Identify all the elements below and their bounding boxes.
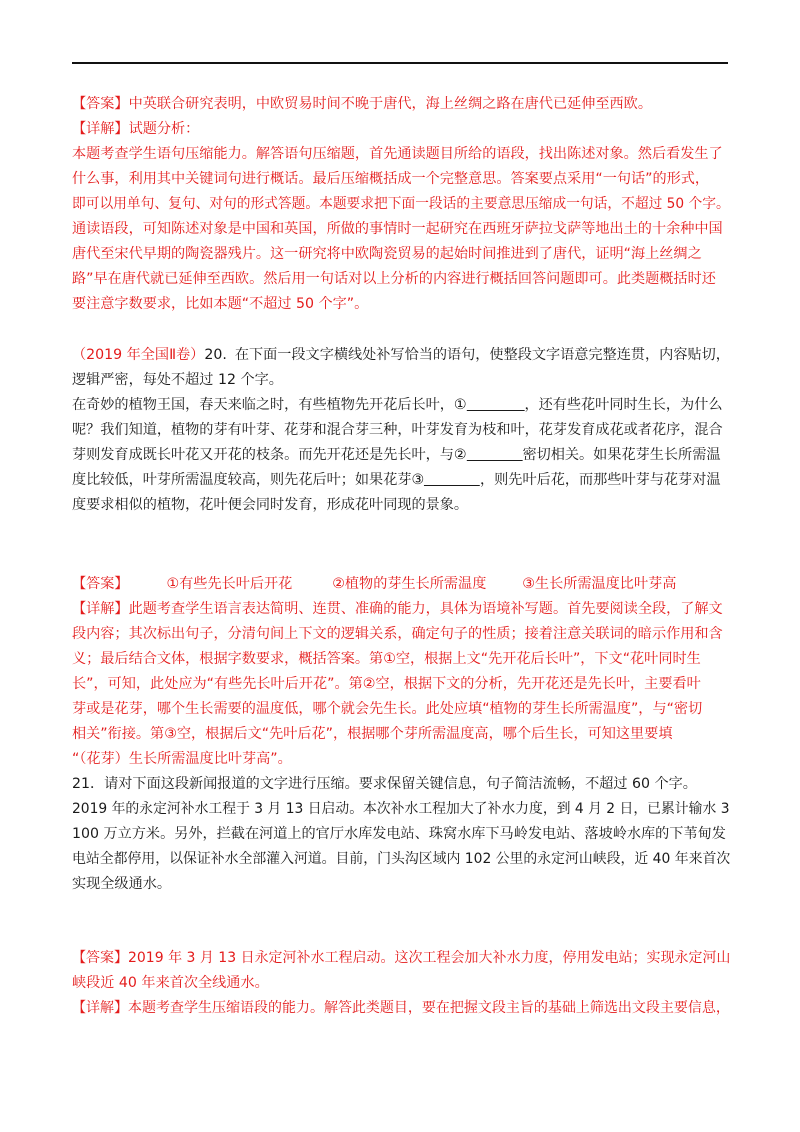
fill-blank-2[interactable] <box>467 444 523 461</box>
passage-text: 密切相关。如果花芽生长所需温 <box>522 447 721 463</box>
detail-text: 本题考查学生压缩语段的能力。解答此类题目，要在把握文段主旨的基础上筛选出文段主要信息， <box>127 1000 730 1016</box>
answer-block-21 <box>72 946 732 1021</box>
answer-tag: 【答案】 <box>72 950 128 966</box>
fill-blank-1[interactable] <box>467 394 525 411</box>
detail-tag: 【详解】 <box>72 121 129 137</box>
passage-line: 实现全级通水。 <box>72 876 172 892</box>
passage-line: 2019 年的永定河补水工程于 3 月 13 日启动。本次补水工程加大了补水力度，到 4 月 2 日，已累计输水 3 <box>72 801 730 817</box>
answer-tag: 【答案】 <box>72 576 129 592</box>
answer-line <box>72 946 731 971</box>
detail-head: 试题分析： <box>128 121 200 137</box>
detail-head-line <box>72 597 730 622</box>
detail-line: 本题考查学生语句压缩能力。解答语句压缩题，首先通读题目所给的语段，找出陈述对象。然后看发生了 <box>72 146 723 162</box>
answer-text: 2019 年 3 月 13 日永定河补水工程启动。这次工程会加大补水力度，停用发电站；实现永定河山 <box>127 950 731 966</box>
detail-line: 芽或是花芽，哪个生长需要的温度低，哪个就会先生长。此处应填“植物的芽生长所需温度”，与“密切 <box>72 701 703 717</box>
question-stem: 在下面一段文字横线处补写恰当的语句，使整段文字语意完整连贯，内容贴切， <box>234 347 730 363</box>
detail-line: 义；最后结合文体，根据字数要求，概括答案。第①空，根据上文“先开花后长叶”，下文“花叶同时生 <box>72 651 701 667</box>
question-stem-line: 逻辑严密，每处不超过 12 个字。 <box>72 372 283 388</box>
detail-tag: 【详解】 <box>72 601 129 617</box>
detail-line: 要注意字数要求，比如本题“不超过 50 个字”。 <box>72 296 369 312</box>
question-21 <box>72 772 732 897</box>
header-rule <box>72 62 728 64</box>
detail-line: 相关”衔接。第③空，根据后文“先叶后花”，根据哪个芽所需温度高，哪个后生长，可知这里要填 <box>72 726 673 742</box>
question-stem-line: 21．请对下面这段新闻报道的文字进行压缩。要求保留关键信息，句子简洁流畅，不超过 60 个字。 <box>72 776 697 792</box>
answer-item-3: ③生长所需温度比叶芽高 <box>522 576 677 592</box>
passage-line <box>72 443 730 468</box>
answer-line: 峡段近 40 年来首次全线通水。 <box>72 975 269 991</box>
detail-line: 即可以用单句、复句、对句的形式答题。本题要求把下面一段话的主要意思压缩成一句话，不超过 50 个字。 <box>72 196 730 212</box>
detail-block-20 <box>72 622 732 772</box>
passage-line: 度要求相似的植物，花叶便会同时发育，形成花叶同现的景象。 <box>72 497 469 513</box>
passage-text: 度比较低，叶芽所需温度较高，则先花后叶；如果花芽 <box>72 472 412 488</box>
answer-line <box>72 92 730 117</box>
passage-line: 呢？我们知道，植物的芽有叶芽、花芽和混合芽三种，叶芽发育为枝和叶，花芽发育成花或者花序，混合 <box>72 422 723 438</box>
detail-line: 什么事，利用其中关键词句进行概话。最后压缩概括成一个完整意思。答案要点采用“一句话”的形式， <box>72 171 710 187</box>
detail-line: 唐代至宋代早期的陶瓷器残片。这一研究将中欧陶瓷贸易的起始时间推进到了唐代，证明“海上丝绸之 <box>72 246 702 262</box>
passage-line <box>72 393 730 418</box>
passage-line: 100 万立方米。另外，拦截在河道上的官厅水库发电站、珠窝水库下马岭发电站、落坡岭水库的下苇甸发 <box>72 826 726 842</box>
answer-item-1: ①有些先长叶后开花 <box>166 576 293 592</box>
fill-blank-3[interactable] <box>424 469 480 486</box>
detail-tag: 【详解】 <box>72 1000 128 1016</box>
detail-block-19 <box>72 142 732 317</box>
answer-block-19 <box>72 92 732 142</box>
detail-line: “（花芽）生长所需温度比叶芽高”。 <box>72 751 292 767</box>
question-number: 20. <box>204 347 227 363</box>
detail-head-line <box>72 996 730 1021</box>
blank-marker: ③ <box>411 472 425 488</box>
question-stem-line <box>72 343 730 368</box>
detail-line: 段内容；其次标出句子，分清句间上下文的逻辑关系，确定句子的性质；接着注意关联词的暗示作用和含 <box>72 626 723 642</box>
detail-line: 路”早在唐代就已延伸至西欧。然后用一句话对以上分析的内容进行概括回答问题即可。此类题概括时还 <box>72 271 716 287</box>
answer-item-2: ②植物的芽生长所需温度 <box>332 576 487 592</box>
detail-text: 此题考查学生语言表达简明、连贯、准确的能力，具体为语境补写题。首先要阅读全段，了解文 <box>128 601 723 617</box>
question-20 <box>72 343 732 518</box>
answer-tag: 【答案】 <box>72 96 129 112</box>
blank-marker: ① <box>453 397 467 413</box>
passage-text: ，还有些花叶同时生长，为什么 <box>524 397 723 413</box>
passage-text: 在奇妙的植物王国，春天来临之时，有些植物先开花后长叶， <box>72 397 454 413</box>
passage-line: 电站全都停用，以保证补水全部灌入河道。目前，门头沟区域内 102 公里的永定河山峡段，近 40 年来首次 <box>72 851 731 867</box>
blank-marker: ② <box>453 447 467 463</box>
detail-line: 长”，可知，此处应为“有些先长叶后开花”。第②空，根据下文的分析，先开花还是先长叶，主要看叶 <box>72 676 701 692</box>
detail-line: 通读语段，可知陈述对象是中国和英国，所做的事情时一起研究在西班牙萨拉戈萨等地出土的十余种中国 <box>72 221 723 237</box>
answer-line <box>72 572 730 597</box>
passage-text: 芽则发育成既长叶花又开花的枝条。而先开花还是先长叶，与 <box>72 447 454 463</box>
question-source: （2019 年全国Ⅱ卷） <box>72 347 205 363</box>
answer-text: 中英联合研究表明，中欧贸易时间不晚于唐代，海上丝绸之路在唐代已延伸至西欧。 <box>128 96 652 112</box>
passage-line <box>72 468 730 493</box>
detail-head-line <box>72 117 730 142</box>
passage-text: ，则先叶后花，而那些叶芽与花芽对温 <box>480 472 721 488</box>
answer-block-20 <box>72 572 732 622</box>
